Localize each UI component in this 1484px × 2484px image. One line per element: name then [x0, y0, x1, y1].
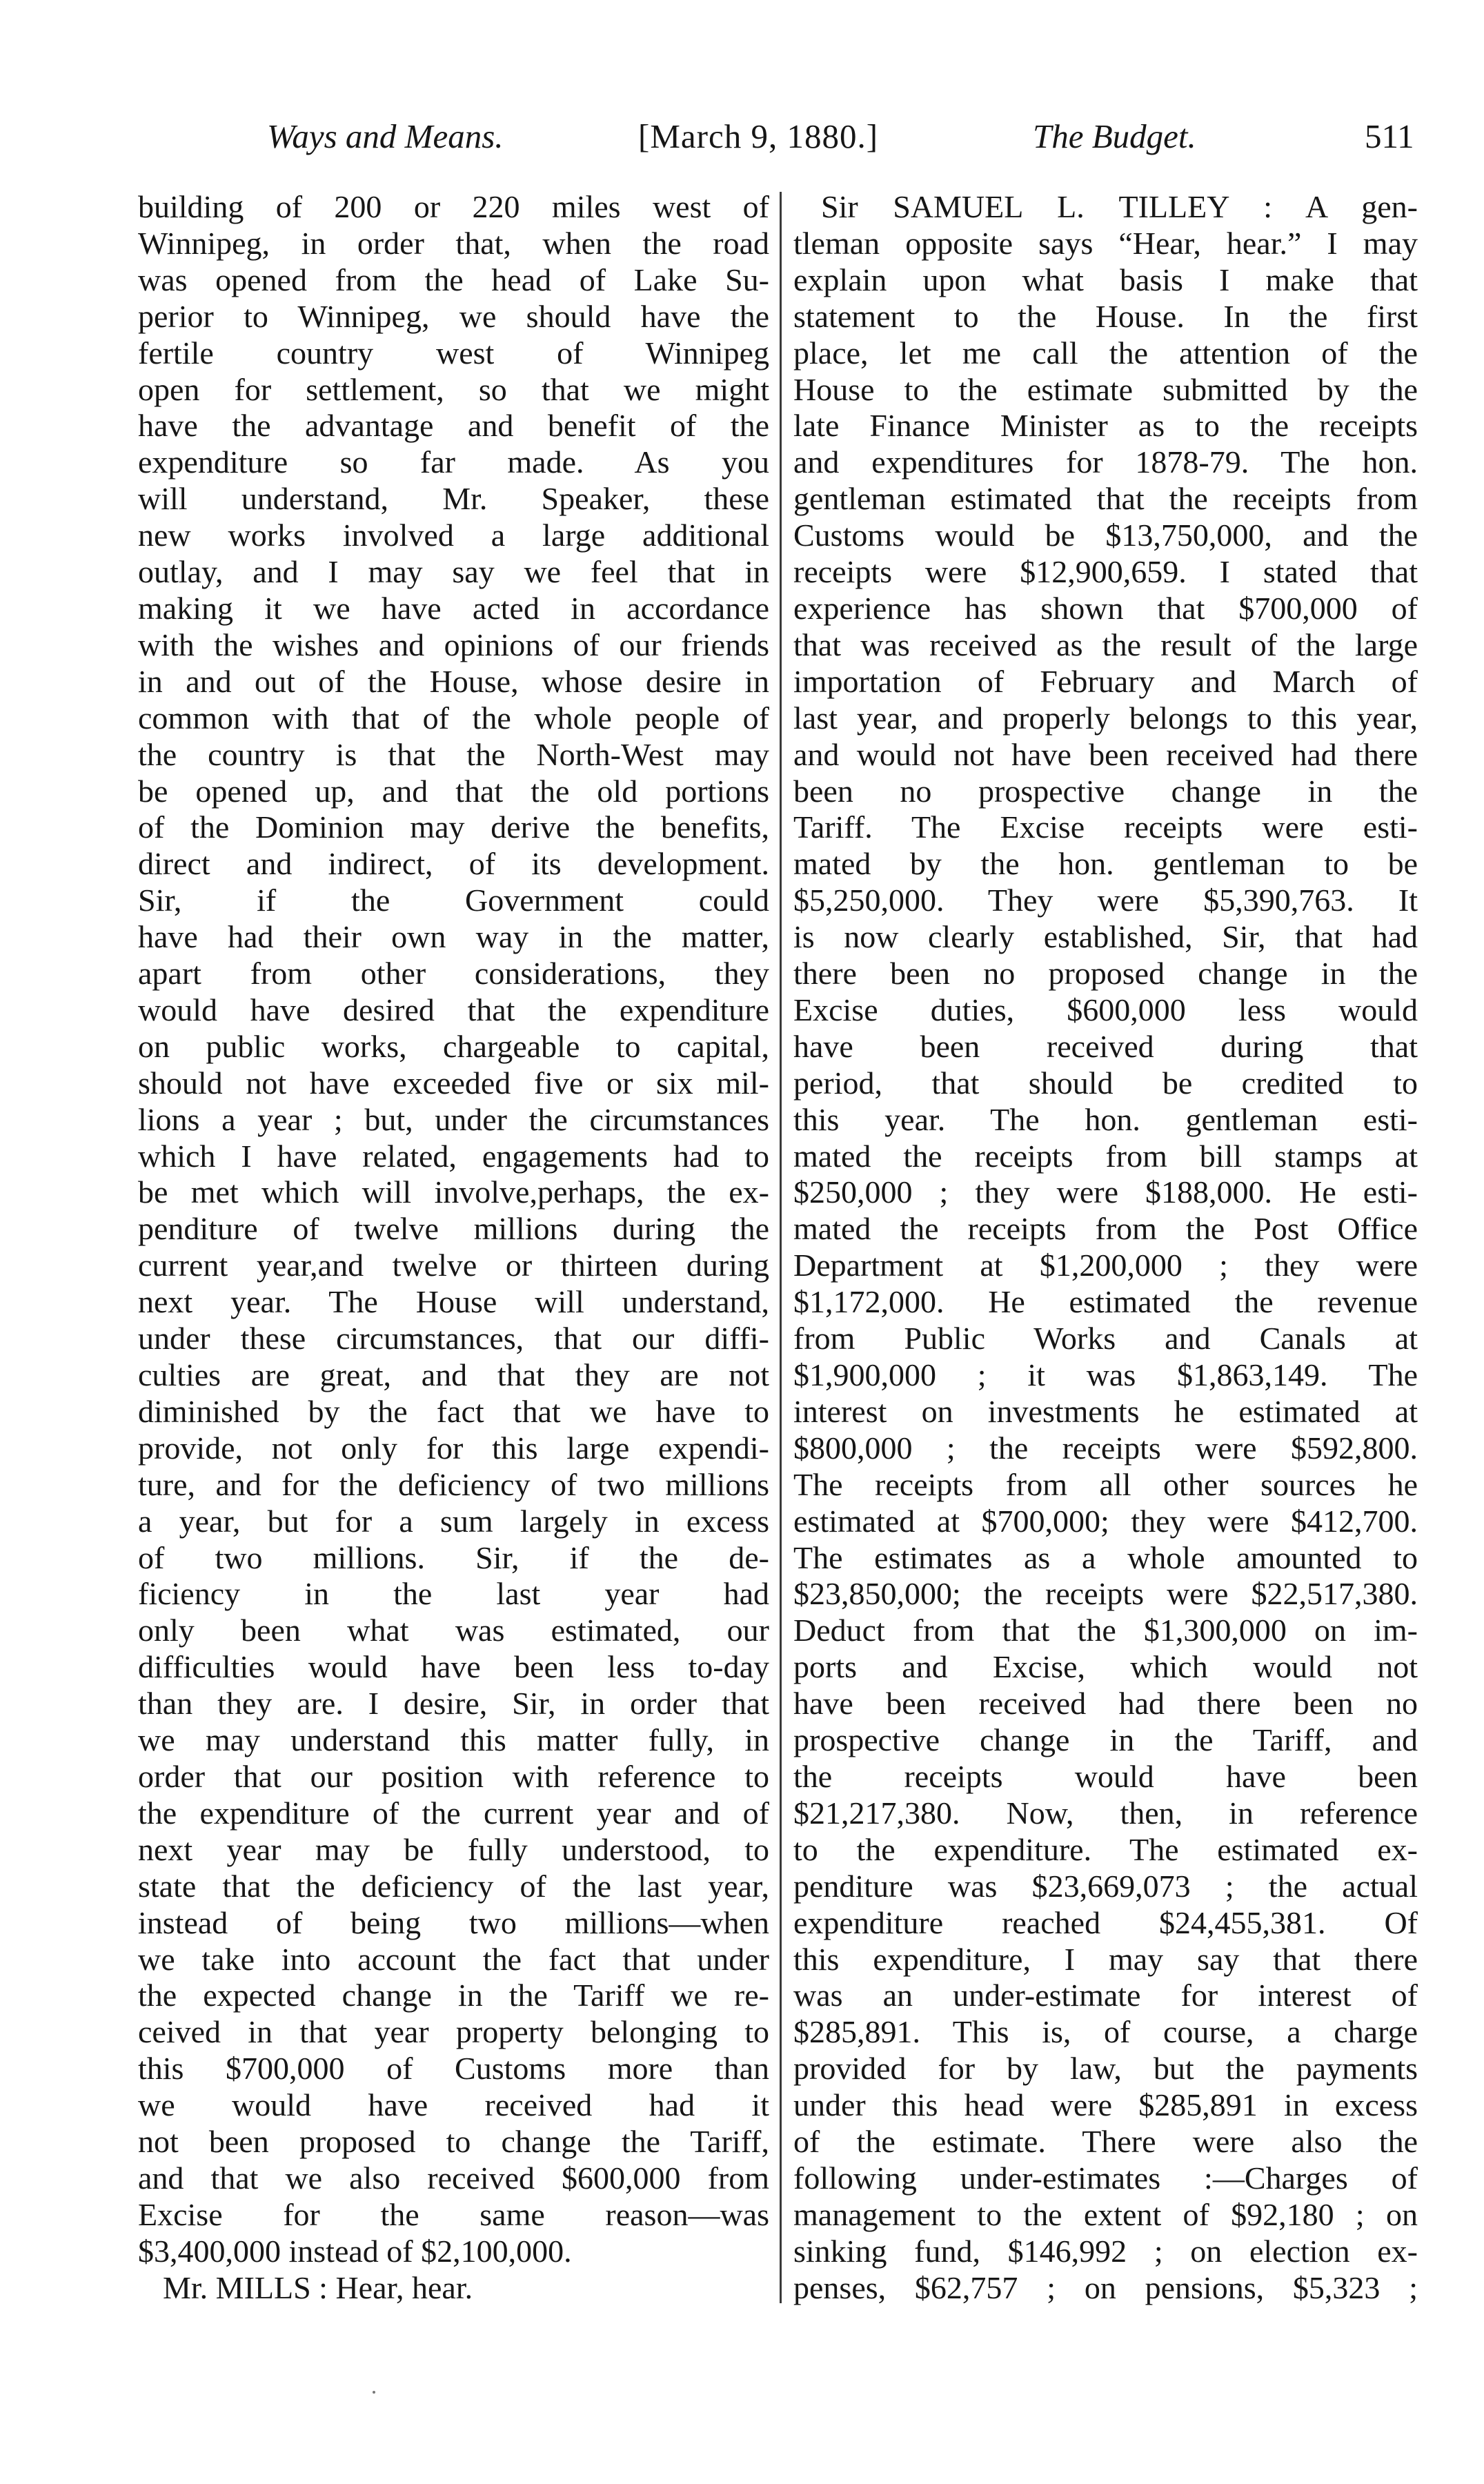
right-column-line: $23,850,000; the receipts were $22,517,380. [793, 1576, 1418, 1612]
column-divider [780, 192, 782, 2303]
left-column-line: outlay, and I may say we feel that in [138, 554, 769, 590]
right-column-line: tleman opposite says “Hear, hear.” I may [793, 225, 1418, 261]
right-column-line: mated the receipts from bill stamps at [793, 1138, 1418, 1174]
left-column-line: should not have exceeded five or six mil- [138, 1065, 769, 1101]
right-column-line: Sir SAMUEL L. TILLEY : A gen- [821, 189, 1418, 224]
right-column-line: is now clearly established, Sir, that had [793, 919, 1418, 955]
left-column-line: lions a year ; but, under the circumstances [138, 1101, 769, 1137]
left-column-line: we take into account the fact that under [138, 1941, 769, 1977]
right-column-line: to the expenditure. The estimated ex- [793, 1831, 1418, 1867]
left-column-line: the country is that the North-West may [138, 736, 769, 772]
right-column-line: penditure was $23,669,073 ; the actual [793, 1868, 1418, 1904]
left-column-line: of two millions. Sir, if the de- [138, 1539, 769, 1575]
left-column-line: this $700,000 of Customs more than [138, 2051, 769, 2087]
right-column-line: $250,000 ; they were $188,000. He esti- [793, 1174, 1418, 1210]
right-column-line: The receipts from all other sources he [793, 1466, 1418, 1502]
right-column-line: Deduct from that the $1,300,000 on im- [793, 1613, 1418, 1648]
left-column-line: ceived in that year property belonging to [138, 2014, 769, 2050]
left-column-line: not been proposed to change the Tariff, [138, 2124, 769, 2160]
left-column-line: provide, not only for this large expendi- [138, 1430, 769, 1466]
right-column-line: expenditure reached $24,455,381. Of [793, 1904, 1418, 1940]
right-column-line: mated by the hon. gentleman to be [793, 846, 1418, 882]
left-column-line: instead of being two millions—when [138, 1904, 769, 1940]
right-column-line: estimated at $700,000; they were $412,700. [793, 1503, 1418, 1539]
left-column-line: would have desired that the expenditure [138, 992, 769, 1027]
right-column-line: Department at $1,200,000 ; they were [793, 1248, 1418, 1283]
right-column-line: ports and Excise, which would not [793, 1649, 1418, 1685]
right-column-line: Excise duties, $600,000 less would [793, 992, 1418, 1027]
right-column-line: this expenditure, I may say that there [793, 1941, 1418, 1977]
left-column-line: making it we have acted in accordance [138, 590, 769, 626]
left-column-line: culties are great, and that they are not [138, 1357, 769, 1392]
right-column-line: $21,217,380. Now, then, in reference [793, 1795, 1418, 1831]
left-column-line: than they are. I desire, Sir, in order that [138, 1686, 769, 1722]
right-column-line: and would not have been received had there [793, 736, 1418, 772]
right-column-line: House to the estimate submitted by the [793, 371, 1418, 407]
right-column-line: late Finance Minister as to the receipts [793, 408, 1418, 444]
left-column-line: the expected change in the Tariff we re- [138, 1978, 769, 2013]
left-column-line: ture, and for the deficiency of two millions [138, 1466, 769, 1502]
right-column-line: Customs would be $13,750,000, and the [793, 518, 1418, 553]
right-column-line: last year, and properly belongs to this year, [793, 700, 1418, 736]
left-column-line: be met which will involve,perhaps, the ex- [138, 1174, 769, 1210]
left-column-line: have had their own way in the matter, [138, 919, 769, 955]
right-column-line: under this head were $285,891 in excess [793, 2087, 1418, 2123]
left-column-line: on public works, chargeable to capital, [138, 1028, 769, 1064]
right-column-line: sinking fund, $146,992 ; on election ex- [793, 2233, 1418, 2269]
right-column-line: have been received during that [793, 1028, 1418, 1064]
left-column-line: expenditure so far made. As you [138, 444, 769, 480]
right-column-line: was an under-estimate for interest of [793, 1978, 1418, 2013]
right-column-line: this year. The hon. gentleman esti- [793, 1101, 1418, 1137]
left-column-line: have the advantage and benefit of the [138, 408, 769, 444]
left-column-line: common with that of the whole people of [138, 700, 769, 736]
left-column-line: $3,400,000 instead of $2,100,000. [138, 2233, 572, 2269]
running-header-section: Ways and Means. [267, 117, 504, 155]
left-column-line: the expenditure of the current year and of [138, 1795, 769, 1831]
right-column-line: Tariff. The Excise receipts were esti- [793, 809, 1418, 845]
right-column-line: $1,172,000. He estimated the revenue [793, 1284, 1418, 1320]
right-column-line: interest on investments he estimated at [793, 1393, 1418, 1429]
left-column-line: apart from other considerations, they [138, 956, 769, 992]
left-column-line: ficiency in the last year had [138, 1576, 769, 1612]
right-column-line: $285,891. This is, of course, a charge [793, 2014, 1418, 2050]
left-column-line: difficulties would have been less to-day [138, 1649, 769, 1685]
left-column-line: be opened up, and that the old portions [138, 773, 769, 809]
left-column-line: which I have related, engagements had to [138, 1138, 769, 1174]
left-column-line: and that we also received $600,000 from [138, 2160, 769, 2196]
right-column-line: and expenditures for 1878-79. The hon. [793, 444, 1418, 480]
left-column-line: Sir, if the Government could [138, 883, 769, 918]
left-column-line: in and out of the House, whose desire in [138, 663, 769, 699]
left-column-line: with the wishes and opinions of our friends [138, 627, 769, 662]
right-column-line: of the estimate. There were also the [793, 2124, 1418, 2160]
left-column-line: under these circumstances, that our diffi- [138, 1321, 769, 1357]
right-column-line: receipts were $12,900,659. I stated that [793, 554, 1418, 590]
left-column-line: building of 200 or 220 miles west of [138, 189, 769, 224]
paper-speck [373, 2391, 375, 2394]
right-column-line: explain upon what basis I make that [793, 262, 1418, 297]
left-column-line: diminished by the fact that we have to [138, 1393, 769, 1429]
page-number: 511 [1365, 117, 1414, 155]
right-column-line: statement to the House. In the first [793, 298, 1418, 334]
right-column-line: provided for by law, but the payments [793, 2051, 1418, 2087]
left-column-line: next year may be fully understood, to [138, 1831, 769, 1867]
right-column-line: experience has shown that $700,000 of [793, 590, 1418, 626]
left-column-line: a year, but for a sum largely in excess [138, 1503, 769, 1539]
right-column-line: that was received as the result of the large [793, 627, 1418, 662]
right-column-line: gentleman estimated that the receipts from [793, 481, 1418, 517]
right-column-line: there been no proposed change in the [793, 956, 1418, 992]
left-column-line: perior to Winnipeg, we should have the [138, 298, 769, 334]
right-column-line: prospective change in the Tariff, and [793, 1722, 1418, 1758]
left-column-line: we may understand this matter fully, in [138, 1722, 769, 1758]
right-column-line: importation of February and March of [793, 663, 1418, 699]
right-column-line: been no prospective change in the [793, 773, 1418, 809]
right-column-line: mated the receipts from the Post Office [793, 1211, 1418, 1247]
left-column-line: Winnipeg, in order that, when the road [138, 225, 769, 261]
left-column-line: we would have received had it [138, 2087, 769, 2123]
right-column-line: $5,250,000. They were $5,390,763. It [793, 883, 1418, 918]
right-column-line: from Public Works and Canals at [793, 1321, 1418, 1357]
right-column-line: $800,000 ; the receipts were $592,800. [793, 1430, 1418, 1466]
right-column-line: have been received had there been no [793, 1686, 1418, 1722]
right-column-line: period, that should be credited to [793, 1065, 1418, 1101]
left-column-line: was opened from the head of Lake Su- [138, 262, 769, 297]
left-column-line: direct and indirect, of its development. [138, 846, 769, 882]
left-column-line: will understand, Mr. Speaker, these [138, 481, 769, 517]
left-column-line: current year,and twelve or thirteen during [138, 1248, 769, 1283]
right-column-line: place, let me call the attention of the [793, 335, 1418, 371]
right-column-line: the receipts would have been [793, 1758, 1418, 1794]
left-column-line: next year. The House will understand, [138, 1284, 769, 1320]
left-column-line: order that our position with reference to [138, 1758, 769, 1794]
left-column-line: open for settlement, so that we might [138, 371, 769, 407]
running-header-topic: The Budget. [1033, 117, 1196, 155]
left-column-line: Mr. MILLS : Hear, hear. [163, 2269, 473, 2305]
right-column-line: penses, $62,757 ; on pensions, $5,323 ; [793, 2269, 1418, 2305]
left-column-line: state that the deficiency of the last year, [138, 1868, 769, 1904]
left-column-line: Excise for the same reason—was [138, 2196, 769, 2232]
left-column-line: penditure of twelve millions during the [138, 1211, 769, 1247]
right-column-line: management to the extent of $92,180 ; on [793, 2196, 1418, 2232]
right-column-line: $1,900,000 ; it was $1,863,149. The [793, 1357, 1418, 1392]
right-text-column [793, 189, 1418, 2307]
left-column-line: fertile country west of Winnipeg [138, 335, 769, 371]
right-column-line: following under-estimates :—Charges of [793, 2160, 1418, 2196]
left-text-column [138, 189, 769, 2307]
running-header-date: [March 9, 1880.] [638, 117, 879, 155]
left-column-line: only been what was estimated, our [138, 1613, 769, 1648]
left-column-line: new works involved a large additional [138, 518, 769, 553]
left-column-line: of the Dominion may derive the benefits, [138, 809, 769, 845]
right-column-line: The estimates as a whole amounted to [793, 1539, 1418, 1575]
